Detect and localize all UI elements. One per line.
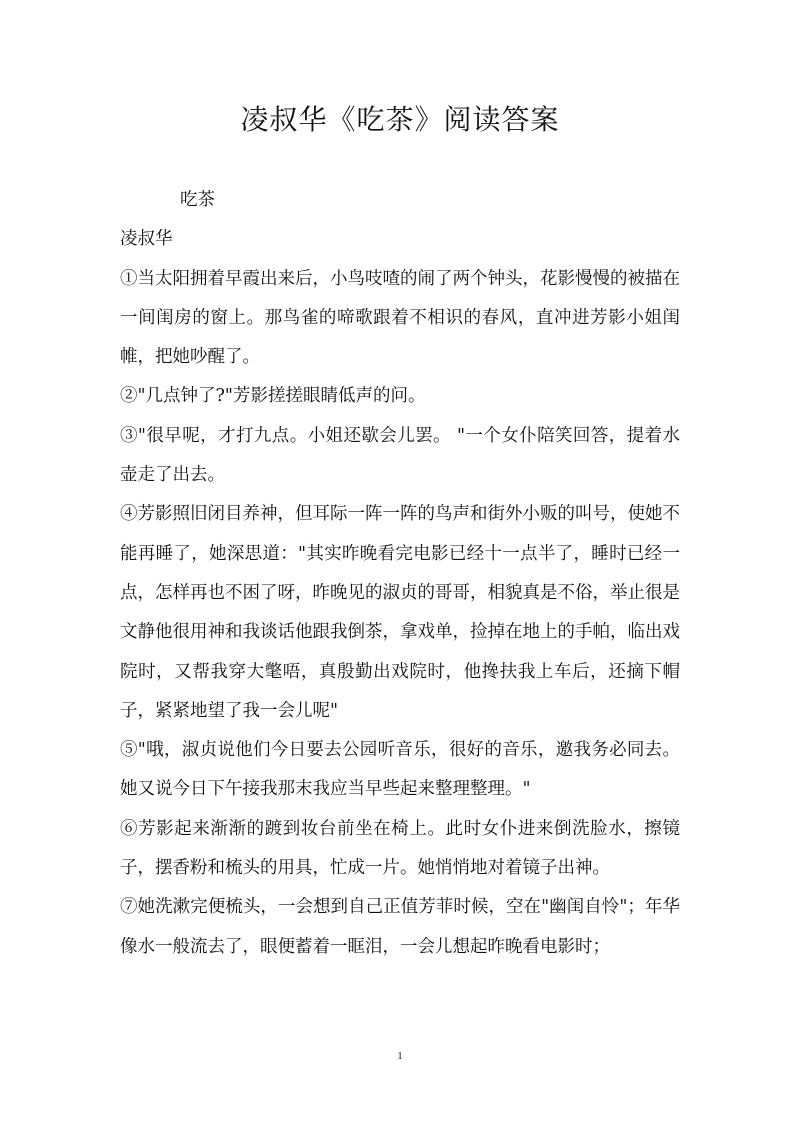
document-title: 凌叔华《吃茶》阅读答案 [240,103,560,136]
article-author: 凌叔华 [120,229,173,250]
paragraph-4: ④芳影照旧闭目养神，但耳际一阵一阵的鸟声和街外小贩的叫号，使她不能再睡了，她深思道："其实昨晚看完电影已经十一点半了，睡时已经一点，怎样再也不困了呀，昨晚见的淑贞的哥哥，相貌真是不俗，举止很是文静他很用神和我谈话他跟我倒茶，拿戏单，捡掉在地上的手帕，临出戏院时，又帮我穿大氅唔，真殷勤出戏院时，他搀扶我上车后，还摘下帽子，紧紧地望了我一会儿呢" [120,504,680,721]
paragraph-3: ③"很早呢，才打九点。小姐还歇会儿罢。 "一个女仆陪笑回答，提着水壶走了出去。 [120,425,680,486]
article-body [120,181,680,967]
paragraph-6: ⑥芳影起来渐渐的踱到妆台前坐在椅上。此时女仆进来倒洗脸水，擦镜子，摆香粉和梳头的用具，忙成一片。她悄悄地对着镜子出神。 [120,818,680,879]
paragraph-2: ②"几点钟了?"芳影搓搓眼睛低声的问。 [120,386,426,407]
article-subtitle: 吃茶 [180,190,215,210]
paragraph-7: ⑦她洗漱完便梳头，一会想到自己正值芳菲时候，空在"幽闺自怜"；年华像水一般流去了，眼便蓄着一眶泪，一会儿想起昨晚看电影时； [120,897,680,957]
paragraph-1: ①当太阳拥着早霞出来后，小鸟吱喳的闹了两个钟头，花影慢慢的被描在一间闺房的窗上。那鸟雀的啼歌跟着不相识的春风，直冲进芳影小姐闺帷，把她吵醒了。 [120,268,680,368]
paragraph-5: ⑤"哦，淑贞说他们今日要去公园听音乐，很好的音乐，邀我务必同去。她又说今日下午接我那末我应当早些起来整理整理。" [120,740,680,800]
page-number: 1 [397,1050,403,1062]
